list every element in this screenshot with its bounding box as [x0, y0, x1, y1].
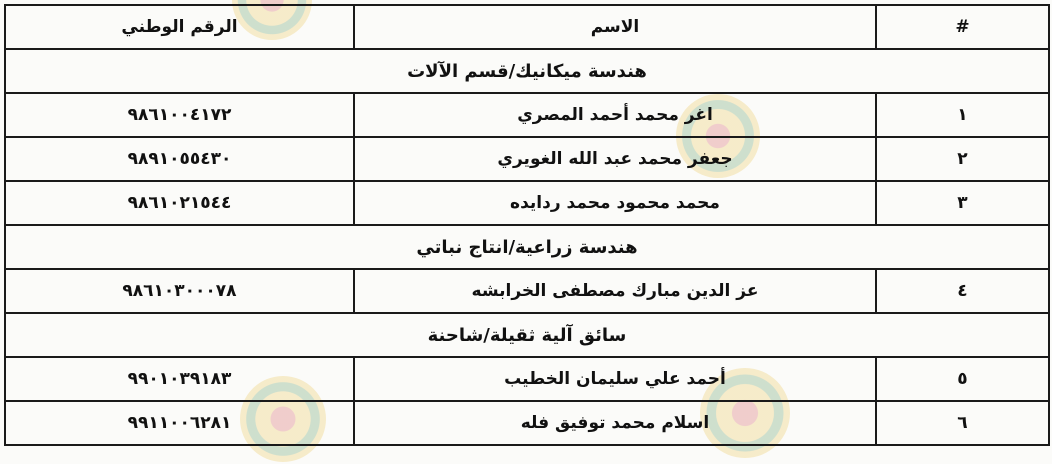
header-name: الاسم [354, 5, 876, 49]
row-national-id: ٩٩١١٠٠٦٢٨١ [5, 401, 354, 445]
candidates-table [4, 4, 1050, 446]
row-index: ٤ [876, 269, 1049, 313]
row-index: ٥ [876, 357, 1049, 401]
header-national-id: الرقم الوطني [5, 5, 354, 49]
table-header-row [5, 5, 1049, 49]
row-national-id: ٩٨٩١٠٥٥٤٣٠ [5, 137, 354, 181]
row-name: اغر محمد أحمد المصري [354, 93, 876, 137]
section-title: سائق آلية ثقيلة/شاحنة [5, 313, 1049, 357]
section-title: هندسة زراعية/انتاج نباتي [5, 225, 1049, 269]
row-national-id: ٩٨٦١٠٣٠٠٠٧٨ [5, 269, 354, 313]
row-name: اسلام محمد توفيق فله [354, 401, 876, 445]
row-index: ٣ [876, 181, 1049, 225]
section-heading-row [5, 313, 1049, 357]
row-index: ١ [876, 93, 1049, 137]
section-heading-row [5, 225, 1049, 269]
row-name: محمد محمود محمد ردايده [354, 181, 876, 225]
row-index: ٢ [876, 137, 1049, 181]
row-national-id: ٩٨٦١٠٢١٥٤٤ [5, 181, 354, 225]
table-row [5, 401, 1049, 445]
table-row [5, 137, 1049, 181]
row-name: أحمد علي سليمان الخطيب [354, 357, 876, 401]
row-name: جعفر محمد عبد الله الغويري [354, 137, 876, 181]
section-heading-row [5, 49, 1049, 93]
row-name: عز الدين مبارك مصطفى الخرابشه [354, 269, 876, 313]
section-title: هندسة ميكانيك/قسم الآلات [5, 49, 1049, 93]
table-row [5, 181, 1049, 225]
table-row [5, 357, 1049, 401]
row-national-id: ٩٩٠١٠٣٩١٨٣ [5, 357, 354, 401]
header-index: # [876, 5, 1049, 49]
table-row [5, 269, 1049, 313]
row-national-id: ٩٨٦١٠٠٤١٧٢ [5, 93, 354, 137]
row-index: ٦ [876, 401, 1049, 445]
table-row [5, 93, 1049, 137]
